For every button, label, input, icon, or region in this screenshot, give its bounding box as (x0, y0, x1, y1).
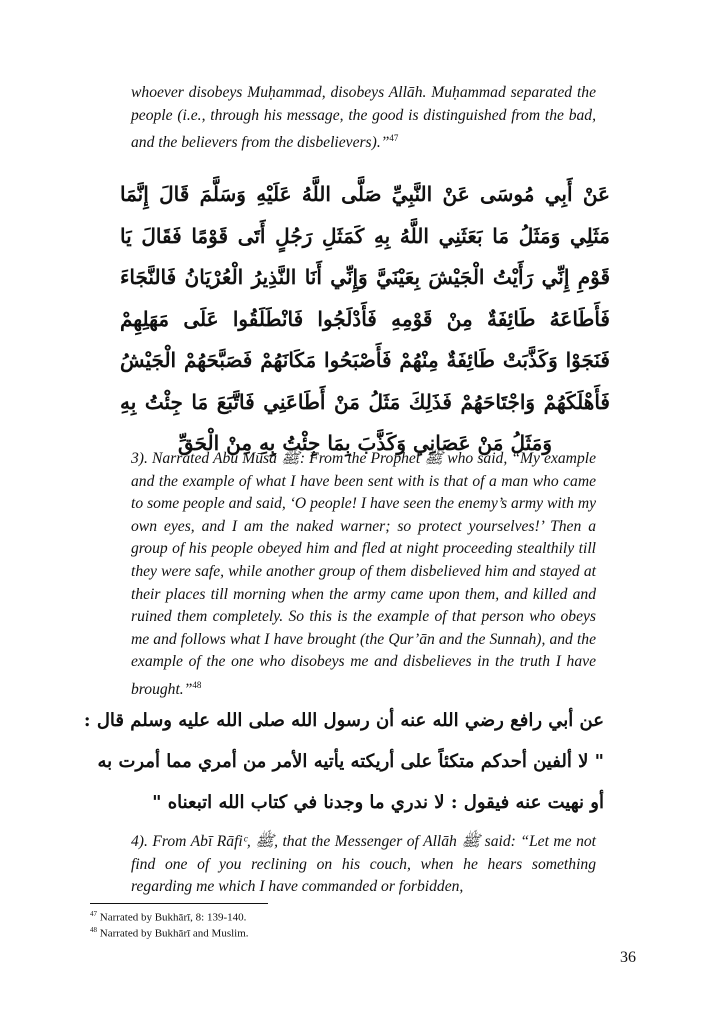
top-paragraph-text: whoever disobeys Muḥammad, disobeys Allāh. Muḥammad separated the people (i.e., through his message, the good is distinguished from the bad, and the believers from the disbelievers).” (131, 84, 596, 152)
footnote-ref-47: 47 (389, 133, 399, 144)
paragraph-3 (131, 448, 596, 702)
footnote-number: 48 (90, 926, 97, 934)
arabic-hadith-2 (83, 700, 604, 823)
top-paragraph (131, 82, 596, 155)
paragraph-3-text: 3). Narrated Abū Mūsā ﷺ: From the Prophet ﷺ who said, “My example and the example of what I have been sent with is that of a man who came to some people and said, ‘O people! I have seen the enemy’s army with my own eyes, and I am the naked warner; so protect yourselves!’ Then a group of his people obeyed him and fled at night proceeding stealthily till they were safe, while another group of them disbelieved him and stayed at their places till morning when the army came upon them, and killed and ruined them completely. So this is the example of that person who obeys me and follows what I have brought (the Qur’ān and the Sunnah), and the example of the one who disobeys me and disbelieves in the truth I have brought.” (131, 450, 596, 699)
footnote-text: Narrated by Bukhārī and Muslim. (99, 927, 249, 940)
arabic-hadith-2-line-1: عن أبي رافع رضي الله عنه أن رسول الله صلى الله عليه وسلم قال : (83, 710, 604, 731)
arabic-hadith-2-line-3: أو نهيت عنه فيقول : لا ندري ما وجدنا في كتاب الله اتبعناه " (152, 792, 604, 813)
footnote-48 (90, 923, 490, 942)
footnote-divider (90, 903, 268, 904)
footnote-number: 47 (90, 910, 97, 918)
arabic-hadith-2-line-2: " لا ألفين أحدكم متكئاً على أريكته يأتيه الأمر من أمري مما أمرت به (97, 751, 604, 772)
footnote-text: Narrated by Bukhārī, 8: 139-140. (99, 911, 247, 924)
paragraph-4: 4). From Abī Rāfiᶜ, ﷺ, that the Messenger of Allāh ﷺ said: “Let me not find one of you reclining on his couch, when he hears something regarding me which I have commanded or forbidden, (131, 833, 596, 896)
arabic-hadith-1: عَنْ أَبِي مُوسَى عَنْ النَّبِيِّ صَلَّى اللَّهُ عَلَيْهِ وَسَلَّمَ قَالَ إِنَّمَا مَثَلِي وَمَثَلُ مَا بَعَثَنِي اللَّهُ بِهِ كَمَثَلِ رَجُلٍ أَتَى قَوْمًا فَقَالَ يَا قَوْمِ إِنِّي رَأَيْتُ الْجَيْشَ بِعَيْنَيَّ وَإِنِّي أَنَا النَّذِيرُ الْعُرْيَانُ فَالنَّجَاءَ فَأَطَاعَهُ طَائِفَةٌ مِنْ قَوْمِهِ فَأَدْلَجُوا فَانْطَلَقُوا عَلَى مَهَلِهِمْ فَنَجَوْا وَكَذَّبَتْ طَائِفَةٌ مِنْهُمْ فَأَصْبَحُوا مَكَانَهُمْ فَصَبَّحَهُمْ الْجَيْشُ فَأَهْلَكَهُمْ وَاجْتَاحَهُمْ فَذَلِكَ مَثَلُ مَنْ أَطَاعَنِي فَاتَّبَعَ مَا جِئْتُ بِهِ وَمَثَلُ مَنْ عَصَانِي وَكَذَّبَ بِمَا جِئْتُ بِهِ مِنْ الْحَقِّ (120, 182, 610, 455)
page-number: 36 (620, 949, 636, 966)
footnote-ref-48: 48 (192, 679, 202, 690)
